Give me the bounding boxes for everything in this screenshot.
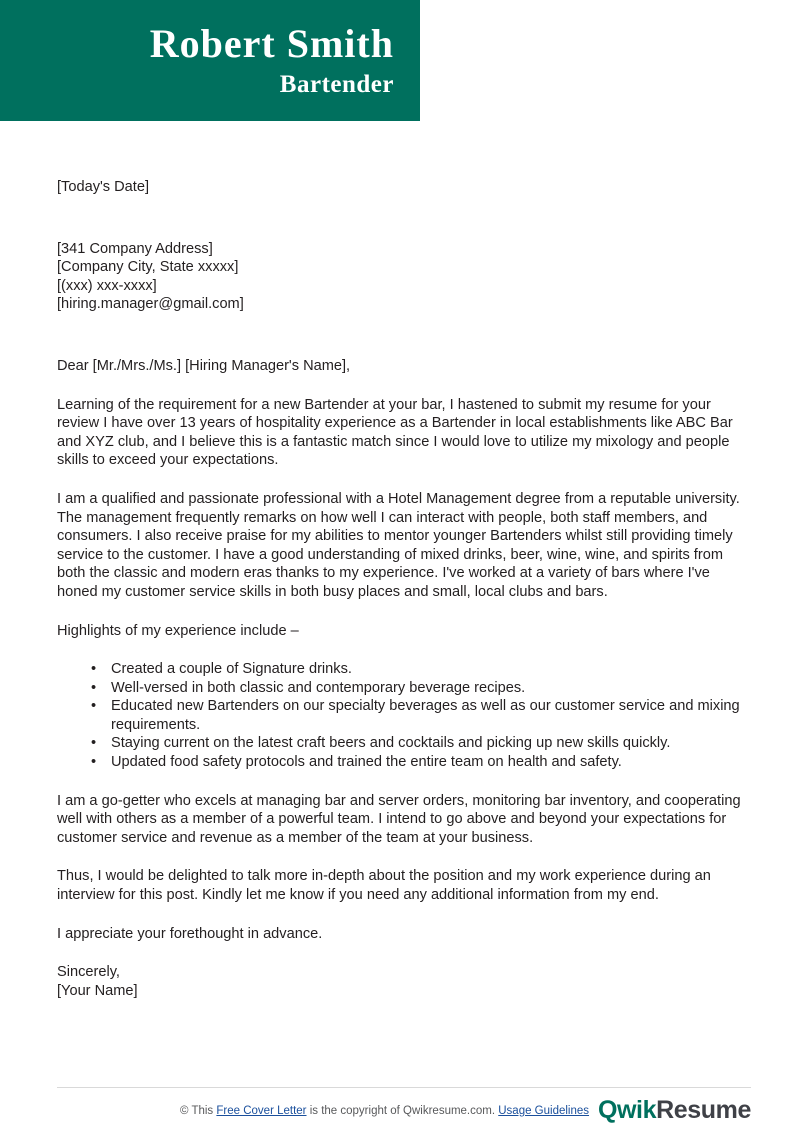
qwikresume-logo[interactable]: [598, 1096, 751, 1125]
paragraph-1: Learning of the requirement for a new Bartender at your bar, I hastened to submit my resume for your review I have over 13 years of hospitality experience as a Bartender in local establishments like ABC Bar and XYZ club, and I believe this is a fantastic match since I would love to utilize my mixology and people skills to exceed your expectations.: [57, 396, 733, 469]
paragraph-4: Thus, I would be delighted to talk more in-depth about the position and my work experience during an interview for this post. Kindly let me know if you need any additional information from my end.: [57, 868, 711, 904]
footer-copyright: [180, 1105, 589, 1117]
salutation: Dear [Mr./Mrs./Ms.] [Hiring Manager's Name],: [57, 357, 351, 374]
list-item: • Created a couple of Signature drinks.: [111, 660, 751, 679]
logo-text-qwik: Qwik: [597, 1096, 657, 1124]
recipient-line: [Company City, State xxxxx]: [57, 259, 239, 276]
logo-text-resume: Resume: [656, 1096, 751, 1124]
recipient-line: [341 Company Address]: [57, 240, 213, 257]
highlights-list: [57, 660, 751, 772]
footer-copyright-middle: is the copyright of Qwikresume.com.: [306, 1105, 499, 1117]
list-item: • Staying current on the latest craft beers and cocktails and picking up new skills quickly.: [111, 734, 751, 753]
closing: Sincerely,: [57, 964, 120, 981]
paragraph-2: I am a qualified and passionate professional with a Hotel Management degree from a reputable university. The management frequently remarks on how well I can interact with people, both staff members, and consumers. I also receive praise for my abilities to mentor younger Bartenders whilst still providing timely service to the customer. I have a good understanding of mixed drinks, beer, wine, wine, and spirits from both the classic and modern eras thanks to my experience. I've worked at a variety of bars where I've honed my customer service skills in both busy places and small, local clubs and bars.: [57, 490, 740, 600]
footer-copyright-prefix: © This: [180, 1105, 217, 1117]
list-item: • Updated food safety protocols and trained the entire team on health and safety.: [111, 753, 751, 772]
signature-placeholder: [Your Name]: [57, 982, 138, 999]
header-banner: [0, 0, 420, 121]
highlights-intro: Highlights of my experience include –: [57, 622, 299, 639]
date-placeholder: [Today's Date]: [57, 179, 150, 195]
candidate-name: Robert Smith: [149, 21, 394, 66]
letter-body: [57, 178, 751, 1000]
candidate-role: Bartender: [279, 71, 394, 98]
paragraph-3: I am a go-getter who excels at managing bar and server orders, monitoring bar inventory, and cooperating well with others as a member of a powerful team. I intend to go above and beyond your expectations for customer service and revenue as a member of the team at your business.: [57, 792, 741, 846]
list-item: • Well-versed in both classic and contemporary beverage recipes.: [111, 679, 751, 698]
footer: [57, 1096, 751, 1130]
usage-guidelines-link[interactable]: Usage Guidelines: [498, 1105, 590, 1117]
paragraph-5: I appreciate your forethought in advance.: [57, 925, 323, 942]
recipient-address-block: [57, 240, 751, 314]
free-cover-letter-link[interactable]: Free Cover Letter: [216, 1105, 307, 1117]
list-item: • Educated new Bartenders on our specialty beverages as well as our customer service and mixing requirements.: [111, 697, 751, 734]
footer-divider: [57, 1087, 751, 1088]
recipient-line: [(xxx) xxx-xxxx]: [57, 277, 157, 294]
recipient-line: [hiring.manager@gmail.com]: [57, 296, 244, 313]
